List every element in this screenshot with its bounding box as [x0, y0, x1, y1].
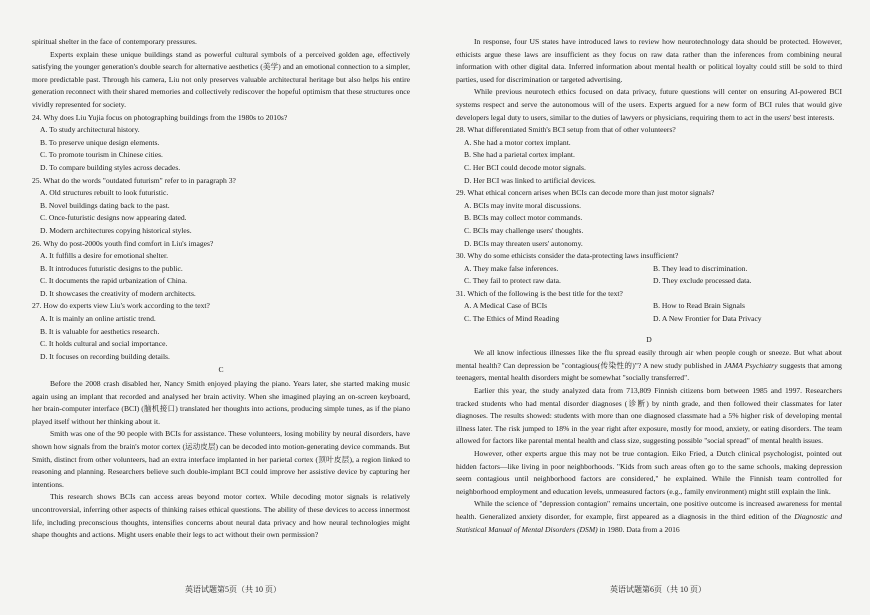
option-d: D. It showcases the creativity of modern architects. [40, 288, 196, 298]
question-stem: 28. What differentiated Smith's BCI setup from that of other volunteers? [456, 125, 676, 135]
option-c: C. Her BCI could decode motor signals. [464, 162, 586, 172]
option-a: A. To study architectural history. [40, 125, 140, 135]
option-d: D. BCIs may threaten users' autonomy. [464, 238, 583, 248]
option-c: C. Once-futuristic designs now appearing dated. [40, 213, 187, 223]
option-c: C. The Ethics of Mind Reading [464, 314, 560, 324]
question-stem: 31. Which of the following is the best title for the text? [456, 288, 623, 298]
question-30 [456, 250, 842, 288]
option-a: A. It fulfills a desire for emotional shelter. [40, 251, 169, 261]
passage-c-paragraph: Smith was one of the 90 people with BCIs for assistance. These volunteers, losing mobility by neural disorders, have shown how signals from the brain's motor cortex (运动皮层) can be decoded into motion-generating device commands. But Smith, distinct from other volunteers, had an extra interface implanted in her parietal cortex (顶叶皮层), a region linked to reasoning and planning. Researchers believe such double-implant BCI could improve her assistive device by capturing her intentions. [32, 429, 410, 489]
option-a: A. Old structures rebuilt to look futuristic. [40, 188, 169, 198]
option-d: D. It focuses on recording building details. [40, 351, 170, 361]
passage-c-paragraph: Before the 2008 crash disabled her, Nancy Smith enjoyed playing the piano. Years later, she started making music again using an implant that recorded and analysed her brain activity. When she imagined playing an on-screen keyboard, her brain-computer interface (BCI) (脑机接口) translated her thoughts into actions, producing simple tunes, as if the piano played itself without her thinking about it. [32, 379, 410, 426]
passage-d-paragraph: Earlier this year, the study analyzed data from 713,809 Finnish citizens born between 1985 and 1997. Researchers tracked students who had mental disorder diagnoses (诊断) by ninth grade, and then followed their classmates for later diagnoses. The results showed: students with more than one diagnosed classmate had a 5% higher risk of developing mental illness later. The risk jumped to 18% in the year right after exposure, mostly for mood, anxiety, or eating disorders. The team allowed for factors like parental mental health and class size, suggesting possible "social spread" of mental health issues. [456, 386, 842, 446]
page-footer-right: 英语试题第6页（共 10 页） [610, 585, 706, 594]
option-b: B. To preserve unique design elements. [40, 137, 160, 147]
question-stem: 29. What ethical concern arises when BCIs can decode more than just motor signals? [456, 188, 715, 198]
right-page [456, 36, 842, 536]
left-page [32, 36, 410, 542]
option-a: A. BCIs may invite moral discussions. [464, 200, 582, 210]
question-26 [32, 238, 410, 301]
option-d: D. Her BCI was linked to artificial devices. [464, 175, 596, 185]
manual-title: Diagnostic and Statistical Manual of Mental Disorders (DSM) [456, 511, 842, 534]
page-footer-left: 英语试题第5页（共 10 页） [185, 585, 281, 594]
option-a: A. It is mainly an online artistic trend. [40, 314, 156, 324]
intro-paragraph: Experts explain these unique buildings stand as powerful cultural symbols of a perceived golden age, effectively satisfying the younger generation's double search for alternative aesthetics (美学) and an emotional connection to a simpler, more predictable past. Through his camera, Liu not only preserves valuable architectural heritage but also helps his entire generation reconnect with their shared memories and collectively rediscover the hopeful optimism that these structures once vividly represented for society. [32, 49, 410, 109]
question-stem: 26. Why do post-2000s youth find comfort in Liu's images? [32, 238, 214, 248]
section-heading-c: C [218, 365, 224, 375]
option-b: B. Novel buildings dating back to the past. [40, 200, 170, 210]
option-d: D. To compare building styles across decades. [40, 162, 181, 172]
option-b: B. They lead to discrimination. [653, 263, 748, 273]
passage-d-paragraph [456, 347, 842, 385]
option-c: C. To promote tourism in Chinese cities. [40, 150, 163, 160]
question-25 [32, 175, 410, 238]
option-a: A. She had a motor cortex implant. [464, 137, 571, 147]
option-c: C. It holds cultural and social importance. [40, 339, 168, 349]
section-heading-d: D [646, 334, 652, 344]
option-b: B. She had a parietal cortex implant. [464, 150, 575, 160]
question-stem: 25. What do the words "outdated futurism" refer to in paragraph 3? [32, 175, 236, 185]
text-run: suggests that among teenagers, mental health disorders might be somewhat "socially transferred". [456, 360, 842, 383]
question-29 [456, 187, 842, 250]
option-d: D. They exclude processed data. [653, 276, 752, 286]
question-stem: 30. Why do some ethicists consider the data-protecting laws insufficient? [456, 251, 679, 261]
passage-d-paragraph: However, other experts argue this may not be true contagion. Eiko Fried, a Dutch clinical psychologist, pointed out hidden factors—like living in poor neighborhoods. "Kids from such areas often go to the same schools, making depression seem contagious until neighborhood factors are considered," he explained. While the Finnish team controlled for neighborhood employment and education levels, unmeasured factors (e.g., family environment) might still explain the link. [456, 449, 842, 496]
journal-title: JAMA Psychiatry [723, 360, 778, 370]
option-b: B. It introduces futuristic designs to the public. [40, 263, 183, 273]
text-run: We all know infectious illnesses like the flu spread easily through air when people cough or sneeze. But what about mental health? Can depression be "contagious(传染性的)"? A new study published in [456, 348, 842, 370]
option-b: B. It is valuable for aesthetics research. [40, 326, 160, 336]
passage-c-paragraph: While previous neurotech ethics focused on data privacy, future questions will center on ensuring AI-powered BCI systems respect and serve the autonomous will of the users. Experts argued for a new form of BCI rules that would give developers legal duty to users, similar to the duties of lawyers or physicians, requiring them to act in the users' best interests. [456, 87, 842, 122]
question-stem: 24. Why does Liu Yujia focus on photographing buildings from the 1980s to 2010s? [32, 112, 288, 122]
question-28 [456, 124, 842, 187]
question-stem: 27. How do experts view Liu's work according to the text? [32, 301, 210, 311]
passage-c-paragraph: In response, four US states have introduced laws to review how neurotechnology data should be protected. However, ethicists argue these laws are insufficient as they focus on raw data rather than the inferences from combining neural information with other digital data. Inferred information about mental health or political loyalty could still be sold to third parties, used for discrimination or targeted advertising. [456, 37, 842, 84]
option-a: A. A Medical Case of BCIs [464, 301, 548, 311]
option-a: A. They make false inferences. [464, 263, 559, 273]
passage-c-paragraph: This research shows BCIs can access areas beyond motor cortex. While decoding motor signals is relatively uncontroversial, inferring other aspects of thinking raises ethical questions. The ability of these devices to access innermost life, including preconscious thoughts, intensifies concerns about neural data privacy and how neural technologies might shape thoughts and actions. Might users enable their legs to act without their own permission? [32, 492, 410, 540]
option-d: D. A New Frontier for Data Privacy [653, 314, 762, 324]
passage-d-paragraph [456, 498, 842, 536]
question-31 [456, 288, 842, 326]
text-run: While the science of "depression contagion" remains uncertain, one positive outcome is increased awareness for mental health. Generalized anxiety disorder, for example, first appeared as a diagnosis in the third edition of the [456, 499, 842, 521]
intro-line: spiritual shelter in the face of contemporary pressures. [32, 37, 197, 46]
option-c: C. It documents the rapid urbanization of China. [40, 276, 187, 286]
option-c: C. They fail to protect raw data. [464, 276, 561, 286]
question-24 [32, 112, 410, 175]
option-c: C. BCIs may challenge users' thoughts. [464, 225, 584, 235]
text-run: in 1980. Data from a 2016 [597, 524, 680, 534]
option-b: B. BCIs may collect motor commands. [464, 213, 583, 223]
option-b: B. How to Read Brain Signals [653, 301, 745, 311]
option-d: D. Modern architectures copying historical styles. [40, 225, 192, 235]
question-27 [32, 300, 410, 363]
